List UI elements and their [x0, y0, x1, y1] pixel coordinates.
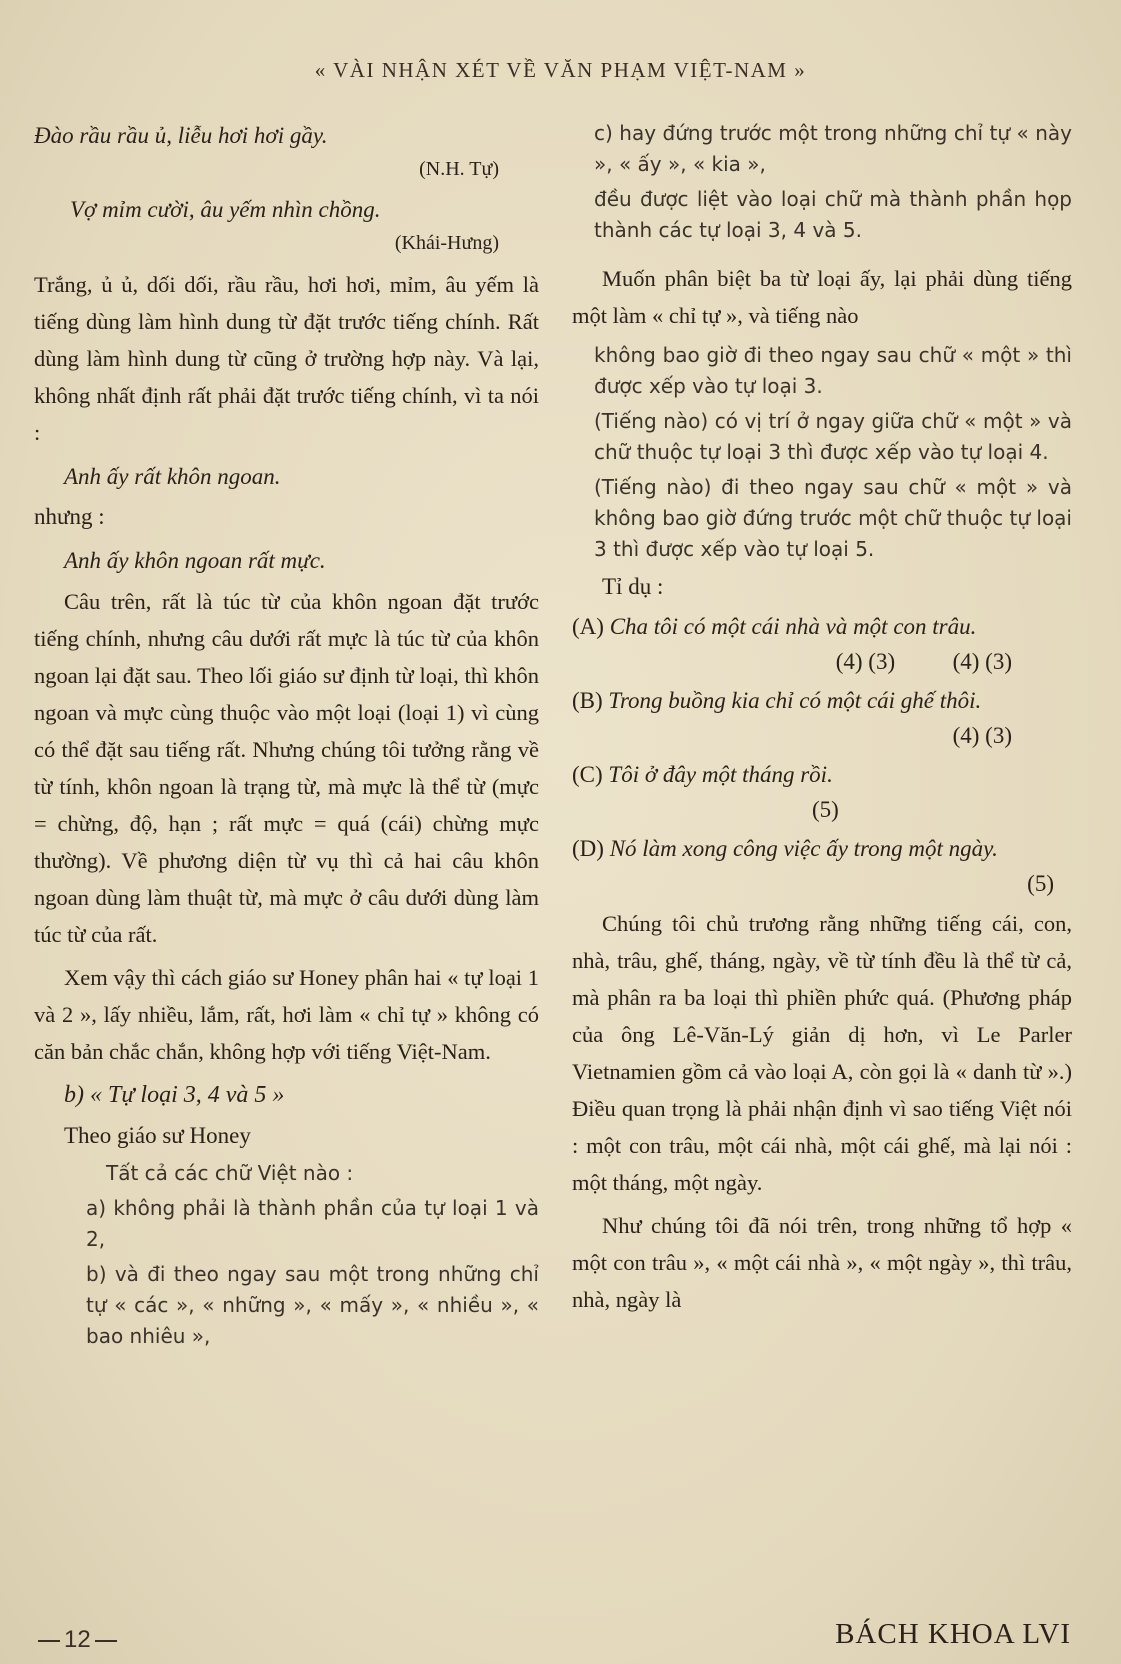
example-text: Tôi ở đây một tháng rồi.: [608, 762, 833, 787]
quoted-rule: không bao giờ đi theo ngay sau chữ « một » thì được xếp vào tự loại 3.: [594, 343, 1072, 398]
quoted-definition: Tất cả các chữ Việt nào :: [106, 1161, 354, 1185]
verse-attribution: (N.H. Tự): [419, 158, 499, 180]
body-paragraph: Như chúng tôi đã nói trên, trong những tổ hợp « một con trâu », « một cái nhà », « một ngày », thì trâu, nhà, ngày là: [572, 1213, 1072, 1312]
example-annotation: (5): [812, 797, 839, 822]
body-paragraph: Xem vậy thì cách giáo sư Honey phân hai « tự loại 1 và 2 », lấy nhiều, lắm, rất, hơi làm « chỉ tự » không có căn bản chắc chắn, không hợp với tiếng Việt-Nam.: [34, 965, 539, 1064]
example-label: (D): [572, 836, 604, 861]
body-paragraph: Chúng tôi chủ trương rằng những tiếng cái, con, nhà, trâu, ghế, tháng, ngày, về từ tính đều là thể từ cả, mà phân ra ba loại thì phiền phức quá. (Phương pháp của ông Lê-Văn-Lý giản dị hơn, vì Le Parler Vietnamien gồm cả vào loại A, còn gọi là « danh từ ».) Điều quan trọng là phải nhận định vì sao tiếng Việt nói : một con trâu, một cái nhà, một cái ghế, mà lại nói : một tháng, một ngày.: [572, 911, 1072, 1195]
verse-attribution: (Khái-Hưng): [394, 232, 499, 254]
quoted-definition: c) hay đứng trước một trong những chỉ tự « này », « ấy », « kia »,: [594, 121, 1072, 176]
example-sentence: Anh ấy rất khôn ngoan.: [64, 464, 281, 489]
example-a: [572, 609, 1072, 645]
examples-heading: Tỉ dụ :: [602, 574, 664, 599]
example-annotation: (4) (3): [952, 723, 1012, 748]
example-sentence: Anh ấy khôn ngoan rất mực.: [64, 548, 326, 573]
quoted-definition: đều được liệt vào loại chữ mà thành phần họp thành các tự loại 3, 4 và 5.: [594, 187, 1072, 242]
verse-line: Đào rầu rầu ủ, liễu hơi hơi gầy.: [34, 123, 328, 148]
journal-name: BÁCH KHOA LVI: [835, 1618, 1071, 1650]
quoted-definition: b) và đi theo ngay sau một trong những chỉ tự « các », « những », « mấy », « nhiều », « bao nhiêu »,: [86, 1262, 539, 1348]
example-c: [572, 757, 1072, 793]
example-text: Cha tôi có một cái nhà và một con trâu.: [609, 614, 977, 639]
running-title: « VÀI NHẬN XÉT VỀ VĂN PHẠM VIỆT-NAM »: [314, 58, 807, 82]
example-label: (A): [572, 614, 604, 639]
body-paragraph: Câu trên, rất là túc từ của khôn ngoan đặt trước tiếng chính, nhưng câu dưới rất mực là túc từ của khôn ngoan lại đặt sau. Theo lối giáo sư định từ loại, thì khôn ngoan và mực cùng thuộc vào một loại (loại 1) vì cùng có thể đặt sau tiếng rất. Nhưng chúng tôi tưởng rằng về từ tính, khôn ngoan là trạng từ, mà mực là thể từ (mực = chừng, độ, hạn ; rất mực = quá (cái) chừng mực thường). Về phương diện từ vụ thì cả hai câu khôn ngoan dùng làm thuật từ, mà mực ở câu dưới dùng làm túc từ của rất.: [34, 589, 539, 947]
verse-line: Vợ mỉm cười, âu yếm nhìn chồng.: [70, 197, 381, 222]
example-annotation: (5): [1027, 871, 1054, 896]
body-paragraph: Trắng, ủ ủ, dối dối, rầu rầu, hơi hơi, mỉm, âu yếm là tiếng dùng làm hình dung từ đặt trước tiếng chính. Rất dùng làm hình dung từ cũng ở trường hợp này. Và lại, không nhất định rất phải đặt trước tiếng chính, vì ta nói :: [34, 272, 539, 445]
example-d: [572, 831, 1072, 867]
body-paragraph: Muốn phân biệt ba từ loại ấy, lại phải dùng tiếng một làm « chỉ tự », và tiếng nào: [572, 266, 1072, 328]
example-annotation: (4) (3) (4) (3): [835, 649, 1012, 674]
quoted-definition: a) không phải là thành phần của tự loại 1 và 2,: [86, 1196, 539, 1251]
quoted-rule: (Tiếng nào) có vị trí ở ngay giữa chữ « một » và chữ thuộc tự loại 3 thì được xếp vào tự loại 4.: [594, 409, 1072, 464]
section-heading: b) « Tự loại 3, 4 và 5 »: [64, 1082, 285, 1108]
left-column: [34, 118, 539, 1356]
example-text: Nó làm xong công việc ấy trong một ngày.: [609, 836, 998, 861]
quoted-rule: (Tiếng nào) đi theo ngay sau chữ « một » và không bao giờ đứng trước một chữ thuộc tự loại 3 thì được xếp vào tự loại 5.: [594, 475, 1072, 561]
example-b: [572, 683, 1072, 719]
page-number: 12: [34, 1626, 121, 1654]
body-line: Theo giáo sư Honey: [64, 1123, 251, 1148]
example-label: (B): [572, 688, 603, 713]
right-column: [572, 118, 1072, 1324]
example-label: (C): [572, 762, 603, 787]
example-text: Trong buồng kia chỉ có một cái ghế thôi.: [608, 688, 982, 713]
connector-text: nhưng :: [34, 504, 105, 529]
